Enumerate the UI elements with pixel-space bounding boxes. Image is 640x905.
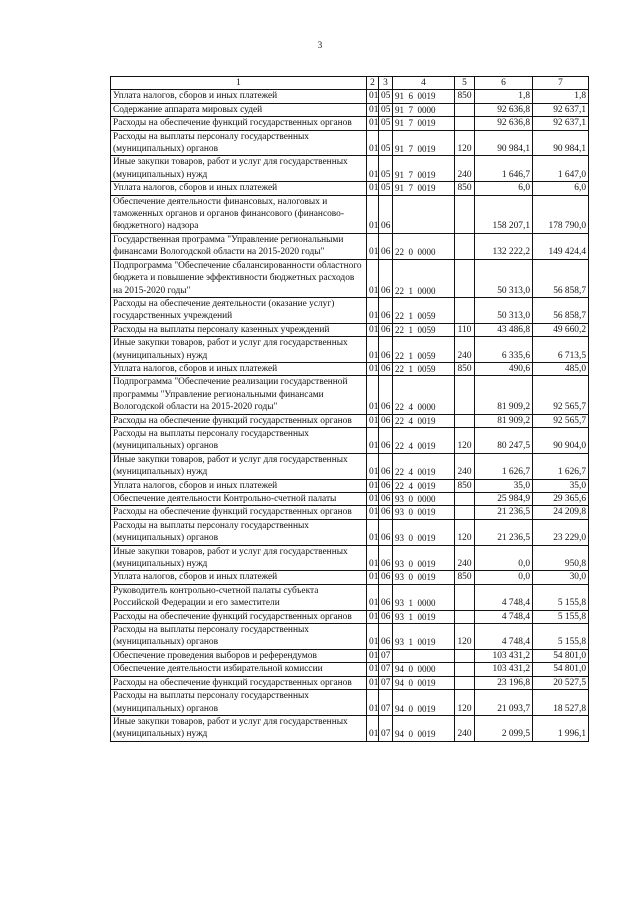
header-cell: 3 — [379, 77, 393, 90]
row-label: Иные закупки товаров, работ и услуг для государственных (муниципальных) нужд — [111, 156, 367, 182]
target-article-code: 93 0 0019 — [393, 506, 455, 519]
target-article-code: 91 7 0019 — [393, 156, 455, 182]
row-label: Расходы на обеспечение функций государственных органов — [111, 676, 367, 689]
expense-type-code — [455, 649, 475, 662]
section-code: 01 — [367, 427, 379, 453]
amount-col6: 1 646,7 — [475, 156, 533, 182]
row-label: Обеспечение деятельности финансовых, налоговых и таможенных органов и органов финансового (финансово-бюджетного) надзора — [111, 195, 367, 233]
target-article-code: 93 1 0019 — [393, 624, 455, 650]
section-code: 01 — [367, 676, 379, 689]
row-label: Расходы на выплаты персоналу государственных (муниципальных) органов — [111, 690, 367, 716]
amount-col6: 1 626,7 — [475, 453, 533, 479]
target-article-code — [393, 195, 455, 233]
table-row — [111, 259, 589, 297]
header-cell: 5 — [455, 77, 475, 90]
expense-type-code: 240 — [455, 545, 475, 571]
section-code: 01 — [367, 571, 379, 584]
table-row — [111, 414, 589, 427]
subsection-code: 06 — [379, 362, 393, 375]
table-row — [111, 676, 589, 689]
header-cell: 2 — [367, 77, 379, 90]
row-label: Уплата налогов, сборов и иных платежей — [111, 571, 367, 584]
expense-type-code — [455, 233, 475, 259]
amount-col6: 81 909,2 — [475, 376, 533, 414]
section-code: 01 — [367, 506, 379, 519]
row-label: Содержание аппарата мировых судей — [111, 103, 367, 116]
expense-type-code: 850 — [455, 90, 475, 103]
amount-col7: 950,8 — [533, 545, 589, 571]
table-row — [111, 337, 589, 363]
amount-col7: 24 209,8 — [533, 506, 589, 519]
row-label: Расходы на выплаты персоналу казенных учреждений — [111, 323, 367, 336]
amount-col7: 92 565,7 — [533, 414, 589, 427]
target-article-code — [393, 649, 455, 662]
table-row — [111, 103, 589, 116]
target-article-code: 22 1 0000 — [393, 259, 455, 297]
target-article-code: 94 0 0019 — [393, 715, 455, 741]
table-row — [111, 493, 589, 506]
section-code: 01 — [367, 584, 379, 610]
expense-type-code: 240 — [455, 453, 475, 479]
amount-col7: 92 637,1 — [533, 117, 589, 130]
target-article-code: 93 0 0019 — [393, 545, 455, 571]
amount-col7: 1 996,1 — [533, 715, 589, 741]
table-row — [111, 130, 589, 156]
subsection-code: 06 — [379, 624, 393, 650]
expense-type-code: 120 — [455, 427, 475, 453]
row-label: Расходы на обеспечение деятельности (оказание услуг) государственных учреждений — [111, 297, 367, 323]
header-cell: 4 — [393, 77, 455, 90]
target-article-code: 94 0 0019 — [393, 690, 455, 716]
amount-col7: 54 801,0 — [533, 649, 589, 662]
amount-col6: 81 909,2 — [475, 414, 533, 427]
table-row — [111, 663, 589, 676]
table-row — [111, 506, 589, 519]
table-row — [111, 453, 589, 479]
section-code: 01 — [367, 453, 379, 479]
table-row — [111, 584, 589, 610]
expense-type-code: 240 — [455, 337, 475, 363]
row-label: Уплата налогов, сборов и иных платежей — [111, 90, 367, 103]
header-cell: 6 — [475, 77, 533, 90]
subsection-code: 05 — [379, 130, 393, 156]
subsection-code: 06 — [379, 545, 393, 571]
amount-col6: 21 236,5 — [475, 519, 533, 545]
subsection-code: 06 — [379, 427, 393, 453]
subsection-code: 06 — [379, 493, 393, 506]
amount-col7: 1 647,0 — [533, 156, 589, 182]
section-code: 01 — [367, 545, 379, 571]
subsection-code: 06 — [379, 414, 393, 427]
table-row — [111, 610, 589, 623]
target-article-code: 93 0 0019 — [393, 519, 455, 545]
subsection-code: 06 — [379, 506, 393, 519]
expense-type-code: 240 — [455, 156, 475, 182]
section-code: 01 — [367, 479, 379, 492]
subsection-code: 06 — [379, 259, 393, 297]
amount-col6: 35,0 — [475, 479, 533, 492]
amount-col7: 6,0 — [533, 182, 589, 195]
target-article-code: 22 4 0000 — [393, 376, 455, 414]
expense-type-code — [455, 610, 475, 623]
section-code: 01 — [367, 715, 379, 741]
row-label: Расходы на обеспечение функций государственных органов — [111, 610, 367, 623]
row-label: Расходы на обеспечение функций государственных органов — [111, 117, 367, 130]
section-code: 01 — [367, 323, 379, 336]
section-code: 01 — [367, 233, 379, 259]
expense-type-code — [455, 297, 475, 323]
subsection-code: 06 — [379, 479, 393, 492]
section-code: 01 — [367, 663, 379, 676]
row-label: Иные закупки товаров, работ и услуг для государственных (муниципальных) нужд — [111, 545, 367, 571]
amount-col7: 30,0 — [533, 571, 589, 584]
row-label: Уплата налогов, сборов и иных платежей — [111, 479, 367, 492]
row-label: Обеспечение деятельности избирательной комиссии — [111, 663, 367, 676]
subsection-code: 05 — [379, 117, 393, 130]
amount-col7: 1,8 — [533, 90, 589, 103]
row-label: Обеспечение деятельности Контрольно-счетной палаты — [111, 493, 367, 506]
table-row — [111, 297, 589, 323]
amount-col6: 490,6 — [475, 362, 533, 375]
amount-col7: 1 626,7 — [533, 453, 589, 479]
row-label: Расходы на обеспечение функций государственных органов — [111, 414, 367, 427]
target-article-code: 22 1 0059 — [393, 323, 455, 336]
subsection-code: 06 — [379, 376, 393, 414]
row-label: Государственная программа "Управление региональными финансами Вологодской области на 2015-2020 годы" — [111, 233, 367, 259]
section-code: 01 — [367, 117, 379, 130]
section-code: 01 — [367, 195, 379, 233]
row-label: Подпрограмма "Обеспечение реализации государственной программы "Управление региональными финансами Вологодской области на 2015-2020 годы" — [111, 376, 367, 414]
amount-col7: 56 858,7 — [533, 297, 589, 323]
budget-table — [110, 76, 589, 742]
amount-col7: 6 713,5 — [533, 337, 589, 363]
row-label: Иные закупки товаров, работ и услуг для государственных (муниципальных) нужд — [111, 715, 367, 741]
target-article-code: 22 0 0000 — [393, 233, 455, 259]
amount-col7: 149 424,4 — [533, 233, 589, 259]
row-label: Уплата налогов, сборов и иных платежей — [111, 362, 367, 375]
target-article-code: 94 0 0019 — [393, 676, 455, 689]
expense-type-code: 850 — [455, 479, 475, 492]
expense-type-code: 850 — [455, 362, 475, 375]
target-article-code: 91 6 0019 — [393, 90, 455, 103]
target-article-code: 91 7 0019 — [393, 182, 455, 195]
table-row — [111, 323, 589, 336]
section-code: 01 — [367, 519, 379, 545]
section-code: 01 — [367, 362, 379, 375]
header-cell: 1 — [111, 77, 367, 90]
table-row — [111, 571, 589, 584]
table-row — [111, 195, 589, 233]
subsection-code: 05 — [379, 103, 393, 116]
target-article-code: 22 4 0019 — [393, 414, 455, 427]
section-code: 01 — [367, 337, 379, 363]
section-code: 01 — [367, 610, 379, 623]
amount-col6: 4 748,4 — [475, 584, 533, 610]
target-article-code: 22 1 0059 — [393, 362, 455, 375]
amount-col7: 5 155,8 — [533, 610, 589, 623]
row-label: Расходы на выплаты персоналу государственных (муниципальных) органов — [111, 519, 367, 545]
table-row — [111, 233, 589, 259]
expense-type-code — [455, 117, 475, 130]
expense-type-code: 240 — [455, 715, 475, 741]
amount-col7: 23 229,0 — [533, 519, 589, 545]
row-label: Иные закупки товаров, работ и услуг для государственных (муниципальных) нужд — [111, 337, 367, 363]
row-label: Расходы на выплаты персоналу государственных (муниципальных) органов — [111, 427, 367, 453]
target-article-code: 94 0 0000 — [393, 663, 455, 676]
amount-col7: 178 790,0 — [533, 195, 589, 233]
amount-col6: 92 636,8 — [475, 103, 533, 116]
subsection-code: 07 — [379, 690, 393, 716]
target-article-code: 93 0 0000 — [393, 493, 455, 506]
amount-col7: 18 527,8 — [533, 690, 589, 716]
target-article-code: 22 4 0019 — [393, 453, 455, 479]
amount-col7: 5 155,8 — [533, 584, 589, 610]
target-article-code: 22 1 0059 — [393, 337, 455, 363]
subsection-code: 06 — [379, 297, 393, 323]
amount-col7: 90 904,0 — [533, 427, 589, 453]
amount-col6: 0,0 — [475, 545, 533, 571]
section-code: 01 — [367, 649, 379, 662]
subsection-code: 06 — [379, 584, 393, 610]
amount-col7: 5 155,8 — [533, 624, 589, 650]
target-article-code: 93 1 0000 — [393, 584, 455, 610]
row-label: Уплата налогов, сборов и иных платежей — [111, 182, 367, 195]
expense-type-code: 850 — [455, 182, 475, 195]
row-label: Расходы на выплаты персоналу государственных (муниципальных) органов — [111, 624, 367, 650]
table-row — [111, 519, 589, 545]
subsection-code: 06 — [379, 233, 393, 259]
amount-col6: 50 313,0 — [475, 259, 533, 297]
amount-col6: 0,0 — [475, 571, 533, 584]
amount-col6: 92 636,8 — [475, 117, 533, 130]
amount-col6: 6,0 — [475, 182, 533, 195]
amount-col7: 49 660,2 — [533, 323, 589, 336]
expense-type-code — [455, 493, 475, 506]
table-row — [111, 649, 589, 662]
section-code: 01 — [367, 156, 379, 182]
amount-col6: 4 748,4 — [475, 610, 533, 623]
subsection-code: 05 — [379, 182, 393, 195]
subsection-code: 07 — [379, 676, 393, 689]
amount-col7: 54 801,0 — [533, 663, 589, 676]
section-code: 01 — [367, 690, 379, 716]
expense-type-code: 110 — [455, 323, 475, 336]
amount-col6: 21 093,7 — [475, 690, 533, 716]
expense-type-code — [455, 506, 475, 519]
subsection-code: 05 — [379, 156, 393, 182]
amount-col6: 50 313,0 — [475, 297, 533, 323]
amount-col6: 43 486,8 — [475, 323, 533, 336]
amount-col6: 6 335,6 — [475, 337, 533, 363]
expense-type-code: 850 — [455, 571, 475, 584]
table-row — [111, 362, 589, 375]
subsection-code: 06 — [379, 519, 393, 545]
target-article-code: 93 0 0019 — [393, 571, 455, 584]
amount-col7: 29 365,6 — [533, 493, 589, 506]
amount-col7: 20 527,5 — [533, 676, 589, 689]
amount-col6: 25 984,9 — [475, 493, 533, 506]
page-number: 3 — [317, 40, 323, 50]
target-article-code: 22 4 0019 — [393, 427, 455, 453]
expense-type-code — [455, 103, 475, 116]
table-row — [111, 545, 589, 571]
subsection-code: 06 — [379, 195, 393, 233]
target-article-code: 93 1 0019 — [393, 610, 455, 623]
subsection-code: 06 — [379, 610, 393, 623]
table-row — [111, 427, 589, 453]
expense-type-code — [455, 259, 475, 297]
amount-col7: 92 565,7 — [533, 376, 589, 414]
target-article-code: 22 4 0019 — [393, 479, 455, 492]
table-row — [111, 690, 589, 716]
table-row — [111, 156, 589, 182]
table-row — [111, 117, 589, 130]
subsection-code: 07 — [379, 715, 393, 741]
table-row — [111, 624, 589, 650]
row-label: Подпрограмма "Обеспечение сбалансированности областного бюджета и повышение эффективности бюджетных расходов на 2015-2020 годы" — [111, 259, 367, 297]
expense-type-code — [455, 584, 475, 610]
expense-type-code: 120 — [455, 130, 475, 156]
expense-type-code — [455, 676, 475, 689]
amount-col7: 92 637,1 — [533, 103, 589, 116]
table-body — [111, 90, 589, 741]
header-cell: 7 — [533, 77, 589, 90]
subsection-code: 06 — [379, 453, 393, 479]
section-code: 01 — [367, 130, 379, 156]
section-code: 01 — [367, 103, 379, 116]
row-label: Обеспечение проведения выборов и референдумов — [111, 649, 367, 662]
expense-type-code: 120 — [455, 690, 475, 716]
amount-col7: 90 984,1 — [533, 130, 589, 156]
subsection-code: 06 — [379, 323, 393, 336]
section-code: 01 — [367, 414, 379, 427]
amount-col6: 2 099,5 — [475, 715, 533, 741]
table-row — [111, 182, 589, 195]
amount-col6: 158 207,1 — [475, 195, 533, 233]
row-label: Иные закупки товаров, работ и услуг для государственных (муниципальных) нужд — [111, 453, 367, 479]
section-code: 01 — [367, 624, 379, 650]
target-article-code: 91 7 0019 — [393, 117, 455, 130]
row-label: Руководитель контрольно-счетной палаты субъекта Российской Федерации и его заместители — [111, 584, 367, 610]
section-code: 01 — [367, 259, 379, 297]
amount-col6: 132 222,2 — [475, 233, 533, 259]
amount-col6: 1,8 — [475, 90, 533, 103]
amount-col6: 4 748,4 — [475, 624, 533, 650]
row-label: Расходы на выплаты персоналу государственных (муниципальных) органов — [111, 130, 367, 156]
table-row — [111, 376, 589, 414]
row-label: Расходы на обеспечение функций государственных органов — [111, 506, 367, 519]
section-code: 01 — [367, 493, 379, 506]
amount-col6: 90 984,1 — [475, 130, 533, 156]
section-code: 01 — [367, 90, 379, 103]
amount-col7: 35,0 — [533, 479, 589, 492]
expense-type-code — [455, 414, 475, 427]
table-row — [111, 90, 589, 103]
expense-type-code — [455, 663, 475, 676]
expense-type-code: 120 — [455, 624, 475, 650]
target-article-code: 22 1 0059 — [393, 297, 455, 323]
target-article-code: 91 7 0019 — [393, 130, 455, 156]
amount-col6: 103 431,2 — [475, 663, 533, 676]
table-row — [111, 715, 589, 741]
amount-col6: 21 236,5 — [475, 506, 533, 519]
section-code: 01 — [367, 297, 379, 323]
table-header-row — [111, 77, 589, 90]
amount-col6: 103 431,2 — [475, 649, 533, 662]
subsection-code: 05 — [379, 90, 393, 103]
section-code: 01 — [367, 376, 379, 414]
expense-type-code — [455, 376, 475, 414]
section-code: 01 — [367, 182, 379, 195]
amount-col6: 23 196,8 — [475, 676, 533, 689]
amount-col7: 485,0 — [533, 362, 589, 375]
table-row — [111, 479, 589, 492]
subsection-code: 07 — [379, 663, 393, 676]
target-article-code: 91 7 0000 — [393, 103, 455, 116]
amount-col6: 80 247,5 — [475, 427, 533, 453]
subsection-code: 07 — [379, 649, 393, 662]
expense-type-code — [455, 195, 475, 233]
subsection-code: 06 — [379, 571, 393, 584]
subsection-code: 06 — [379, 337, 393, 363]
amount-col7: 56 858,7 — [533, 259, 589, 297]
expense-type-code: 120 — [455, 519, 475, 545]
